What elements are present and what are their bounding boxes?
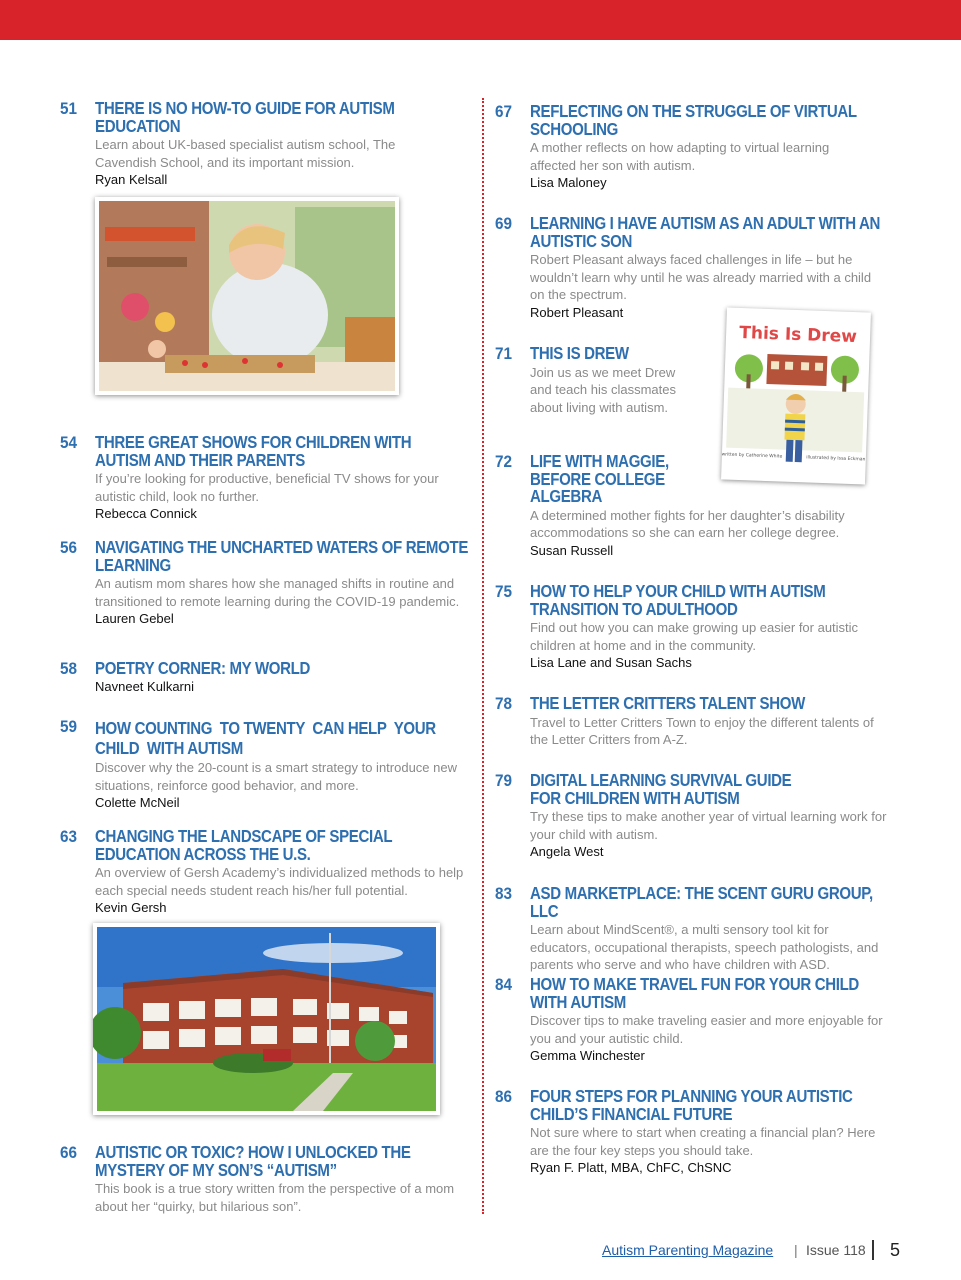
- entry-author: Lisa Maloney: [530, 175, 607, 190]
- entry-title[interactable]: REFLECTING ON THE STRUGGLE OF VIRTUAL SCHOOLING: [530, 101, 857, 139]
- page-number: 83: [495, 884, 513, 903]
- entry-author: Susan Russell: [530, 542, 614, 558]
- entry-description: Find out how you can make growing up easier for autistic children at home and in the community.: [530, 620, 859, 653]
- page-number: 71: [495, 344, 513, 363]
- page-number: 63: [60, 827, 78, 846]
- toc-entry-67[interactable]: [495, 103, 875, 191]
- entry-description: Discover why the 20-count is a smart strategy to introduce new situations, reinforce good behavior, and more.: [95, 760, 457, 793]
- entry-author: Lisa Lane and Susan Sachs: [530, 655, 692, 670]
- book-illustrated-by: illustrated by Issa Eckman: [806, 455, 866, 463]
- toc-entry-59[interactable]: [60, 718, 460, 811]
- toc-entry-66[interactable]: [60, 1144, 470, 1215]
- page-number: 72: [495, 452, 513, 471]
- entry-description: An overview of Gersh Academy’s individualized methods to help each special needs student reach his/her full potential.: [95, 865, 464, 898]
- page-number: 56: [60, 538, 78, 557]
- entry-author: Lauren Gebel: [95, 611, 174, 626]
- toc-entry-79[interactable]: [495, 772, 895, 860]
- book-title-text: This Is Drew: [738, 322, 858, 348]
- school-building-photo: [93, 923, 440, 1115]
- entry-author: Colette McNeil: [95, 795, 180, 810]
- entry-title[interactable]: THE LETTER CRITTERS TALENT SHOW: [530, 693, 805, 713]
- entry-author: Ryan Kelsall: [95, 172, 168, 187]
- entry-author: Rebecca Connick: [95, 506, 197, 521]
- entry-description: Not sure where to start when creating a financial plan? Here are the four key steps you should take.: [530, 1125, 876, 1158]
- entry-author: Ryan F. Platt, MBA, ChFC, ChSNC: [530, 1160, 732, 1175]
- entry-title[interactable]: HOW TO MAKE TRAVEL FUN FOR YOUR CHILD WITH AUTISM: [530, 974, 859, 1012]
- issue-number: Issue 118: [806, 1242, 866, 1258]
- entry-description: Learn about MindScent®, a multi sensory tool kit for educators, occupational therapists, speech pathologists, and parents who serve and who have children with ASD.: [530, 922, 879, 972]
- page-footer: [560, 1240, 905, 1262]
- column-divider: [482, 98, 484, 1214]
- entry-description: Try these tips to make another year of virtual learning work for your child with autism.: [530, 809, 887, 842]
- entry-author: Kevin Gersh: [95, 900, 167, 915]
- entry-title[interactable]: NAVIGATING THE UNCHARTED WATERS OF REMOTE LEARNING: [95, 537, 469, 575]
- entry-description: Join us as we meet Drew and teach his classmates about living with autism.: [530, 364, 676, 415]
- entry-title[interactable]: POETRY CORNER: MY WORLD: [95, 658, 311, 678]
- toc-entry-78[interactable]: [495, 695, 885, 749]
- footer-separator: |: [794, 1242, 798, 1258]
- entry-description: Robert Pleasant always faced challenges in life – but he wouldn’t learn why until he was already married with a child on the spectrum.: [530, 252, 872, 302]
- boy-puzzle-photo: [95, 197, 399, 395]
- toc-entry-86[interactable]: [495, 1088, 885, 1176]
- entry-title[interactable]: THREE GREAT SHOWS FOR CHILDREN WITH AUTISM AND THEIR PARENTS: [95, 432, 412, 470]
- footer-bar: [872, 1240, 874, 1260]
- page-number: 86: [495, 1087, 513, 1106]
- page-number: 78: [495, 694, 513, 713]
- page-number: 66: [60, 1143, 78, 1162]
- entry-title[interactable]: ASD MARKETPLACE: THE SCENT GURU GROUP, LLC: [530, 883, 873, 921]
- book-written-by: written by Catherine White: [721, 452, 783, 460]
- toc-entry-75[interactable]: [495, 583, 885, 671]
- top-red-banner: [0, 0, 961, 40]
- entry-title[interactable]: CHANGING THE LANDSCAPE OF SPECIAL EDUCATION ACROSS THE U.S.: [95, 826, 392, 864]
- toc-entry-54[interactable]: [60, 434, 470, 522]
- toc-entry-71[interactable]: [495, 345, 695, 416]
- entry-description: A determined mother fights for her daughter’s disability accommodations so she can earn her college degree.: [530, 507, 845, 540]
- page-number: 79: [495, 771, 513, 790]
- page-number: 84: [495, 975, 513, 994]
- toc-entry-69[interactable]: [495, 215, 885, 321]
- entry-author: Robert Pleasant: [530, 304, 624, 320]
- entry-description: Travel to Letter Critters Town to enjoy the different talents of the Letter Critters from A-Z.: [530, 714, 874, 747]
- entry-title[interactable]: LIFE WITH MAGGIE, BEFORE COLLEGE ALGEBRA: [530, 451, 669, 506]
- toc-entry-63[interactable]: [60, 828, 470, 916]
- entry-author: Gemma Winchester: [530, 1048, 645, 1063]
- toc-entry-58[interactable]: [60, 660, 470, 695]
- page-number-footer: 5: [890, 1240, 901, 1260]
- page-number: 67: [495, 102, 513, 121]
- entry-author: Navneet Kulkarni: [95, 678, 194, 694]
- entry-title[interactable]: HOW TO HELP YOUR CHILD WITH AUTISM TRANSITION TO ADULTHOOD: [530, 581, 826, 619]
- toc-entry-83[interactable]: [495, 885, 885, 974]
- entry-title[interactable]: FOUR STEPS FOR PLANNING YOUR AUTISTIC CHILD’S FINANCIAL FUTURE: [530, 1086, 853, 1124]
- entry-title[interactable]: DIGITAL LEARNING SURVIVAL GUIDE FOR CHILDREN WITH AUTISM: [530, 770, 792, 808]
- toc-entry-51[interactable]: [60, 100, 420, 188]
- entry-title[interactable]: HOW COUNTING TO TWENTY CAN HELP YOUR CHILD WITH AUTISM: [95, 718, 440, 758]
- entry-description: This book is a true story written from the perspective of a mom about her “quirky, but hilarious son”.: [95, 1181, 455, 1214]
- page-number: 51: [60, 99, 78, 118]
- entry-title[interactable]: THIS IS DREW: [530, 343, 629, 363]
- toc-entry-72[interactable]: [495, 453, 885, 559]
- toc-entry-84[interactable]: [495, 976, 895, 1064]
- page-number: 58: [60, 659, 78, 678]
- entry-author: Angela West: [530, 844, 604, 859]
- entry-description: An autism mom shares how she managed shifts in routine and transitioned to remote learning during the COVID-19 pandemic.: [95, 576, 460, 609]
- magazine-link[interactable]: Autism Parenting Magazine: [602, 1242, 774, 1258]
- page-number: 75: [495, 582, 513, 601]
- entry-description: If you’re looking for productive, beneficial TV shows for your autistic child, look no further.: [95, 471, 439, 504]
- toc-entry-56[interactable]: [60, 539, 470, 627]
- entry-description: Discover tips to make traveling easier and more enjoyable for you and your autistic child.: [530, 1013, 883, 1046]
- entry-description: A mother reflects on how adapting to virtual learning affected her son with autism.: [530, 140, 830, 173]
- page-number: 59: [60, 717, 78, 736]
- page-number: 54: [60, 433, 78, 452]
- page-number: 69: [495, 214, 513, 233]
- entry-title[interactable]: THERE IS NO HOW-TO GUIDE FOR AUTISM EDUCATION: [95, 98, 395, 136]
- entry-description: Learn about UK-based specialist autism school, The Cavendish School, and its important mission.: [95, 137, 396, 170]
- entry-title[interactable]: LEARNING I HAVE AUTISM AS AN ADULT WITH AN AUTISTIC SON: [530, 213, 881, 251]
- entry-title[interactable]: AUTISTIC OR TOXIC? HOW I UNLOCKED THE MYSTERY OF MY SON’S “AUTISM”: [95, 1142, 411, 1180]
